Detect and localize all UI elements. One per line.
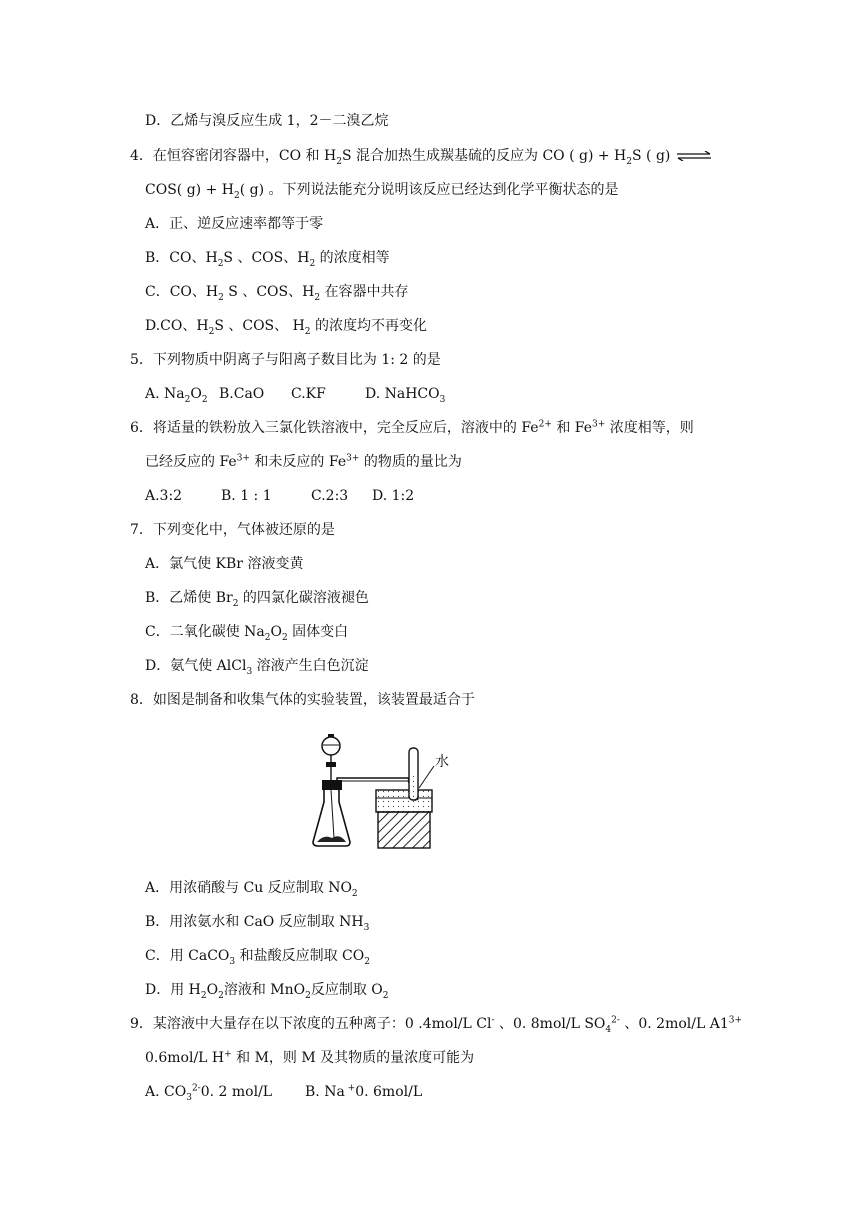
- q7-stem: 7．下列变化中，气体被还原的是: [130, 522, 335, 538]
- q4-option-d: D.CO、$H_2S$ 、COS、 $H_2$ 的浓度均不再变化: [145, 318, 427, 337]
- q6-option-a: A.3:2: [145, 488, 183, 504]
- q4-option-b: B．CO、$H_2S$ 、COS、$H_2$ 的浓度相等: [145, 250, 390, 269]
- q3-option-d: D．乙烯与溴反应生成 1，2－二溴乙烷: [145, 113, 389, 129]
- q4-option-a: A．正、逆反应速率都等于零: [145, 216, 324, 232]
- q5-option-a: A. $Na_2O_2$: [145, 386, 208, 405]
- apparatus-figure: [312, 730, 472, 852]
- q8-option-d: D．用 $H_2O_2$溶液和 MnO$_2$反应制取 $O_2$: [145, 982, 389, 1001]
- q9-stem-line2: 0.6mol/L H+ 和 M，则 M 及其物质的量浓度可能为: [145, 1049, 475, 1066]
- support-block-icon: [378, 812, 430, 848]
- q5-stem: 5．下列物质中阴离子与阳离子数目比为 1: 2 的是: [130, 352, 441, 368]
- q6-stem-line1: 6．将适量的铁粉放入三氯化铁溶液中，完全反应后，溶液中的 $Fe^{2+}$ 和 $Fe^{3+}$ 浓度相等，则: [130, 419, 694, 436]
- q9-option-b: B. Na +0. 6mol/L: [305, 1083, 423, 1100]
- water-label: 水: [435, 754, 449, 770]
- q9-stem-line1: 9．某溶液中大量存在以下浓度的五种离子：0 .4mol/L Cl- 、0. 8mol/L $SO_4^{2-}$ 、0. 2mol/L $A1^{3+}$: [130, 1015, 743, 1035]
- water-trough-icon: [376, 790, 432, 812]
- q6-stem-line2: 已经反应的 $Fe^{3+}$ 和未反应的 $Fe^{3+}$ 的物质的量比为: [145, 453, 462, 470]
- q4-option-c: C．CO、$H_2$ S 、COS、$H_2$ 在容器中共存: [145, 284, 409, 303]
- q4-stem-line1: 4．在恒容密闭容器中，CO 和 $H_2S$ 混合加热生成羰基硫的反应为 CO ( $g) + H_2S$ ( g): [130, 146, 712, 166]
- q5-option-c: C.KF: [291, 386, 326, 402]
- q7-option-d: D．氨气使 AlCl$_3$ 溶液产生白色沉淀: [145, 658, 369, 677]
- q9-options: [145, 1082, 422, 1102]
- q7-option-a: A．氯气使 KBr 溶液变黄: [145, 556, 304, 572]
- q8-option-a: A．用浓硝酸与 Cu 反应制取 $NO_2$: [145, 880, 358, 899]
- q5-options: [145, 384, 445, 404]
- q5-option-b: B.CaO: [219, 386, 265, 402]
- q6-option-d: D. 1:2: [372, 488, 415, 504]
- q4-stem-line2: COS( $g) + H_2$( g) 。下列说法能充分说明该反应已经达到化学平衡状态的是: [145, 182, 619, 201]
- q8-option-b: B．用浓氨水和 CaO 反应制取 $NH_3$: [145, 914, 370, 933]
- q9-option-a: A. $CO_3^{2-}0$. 2 mol/L: [145, 1083, 273, 1103]
- q7-option-c: C．二氧化碳使 $Na_2O_2$ 固体变白: [145, 624, 349, 643]
- q7-option-b: B．乙烯使 $Br_2$ 的四氯化碳溶液褪色: [145, 590, 369, 609]
- equilibrium-arrow-icon: [676, 151, 712, 161]
- funnel-bulb-icon: [322, 737, 340, 755]
- q8-option-c: C．用 CaCO$_3$ 和盐酸反应制取 $CO_2$: [145, 948, 370, 967]
- q5-option-d: D. NaHCO$_3$: [365, 386, 446, 405]
- q6-option-b: B. 1 : 1: [221, 488, 272, 504]
- q6-option-c: C.2:3: [311, 488, 349, 504]
- q6-options: [145, 486, 414, 506]
- q8-stem: 8．如图是制备和收集气体的实验装置，该装置最适合于: [130, 692, 475, 708]
- stopcock-icon: [326, 762, 336, 767]
